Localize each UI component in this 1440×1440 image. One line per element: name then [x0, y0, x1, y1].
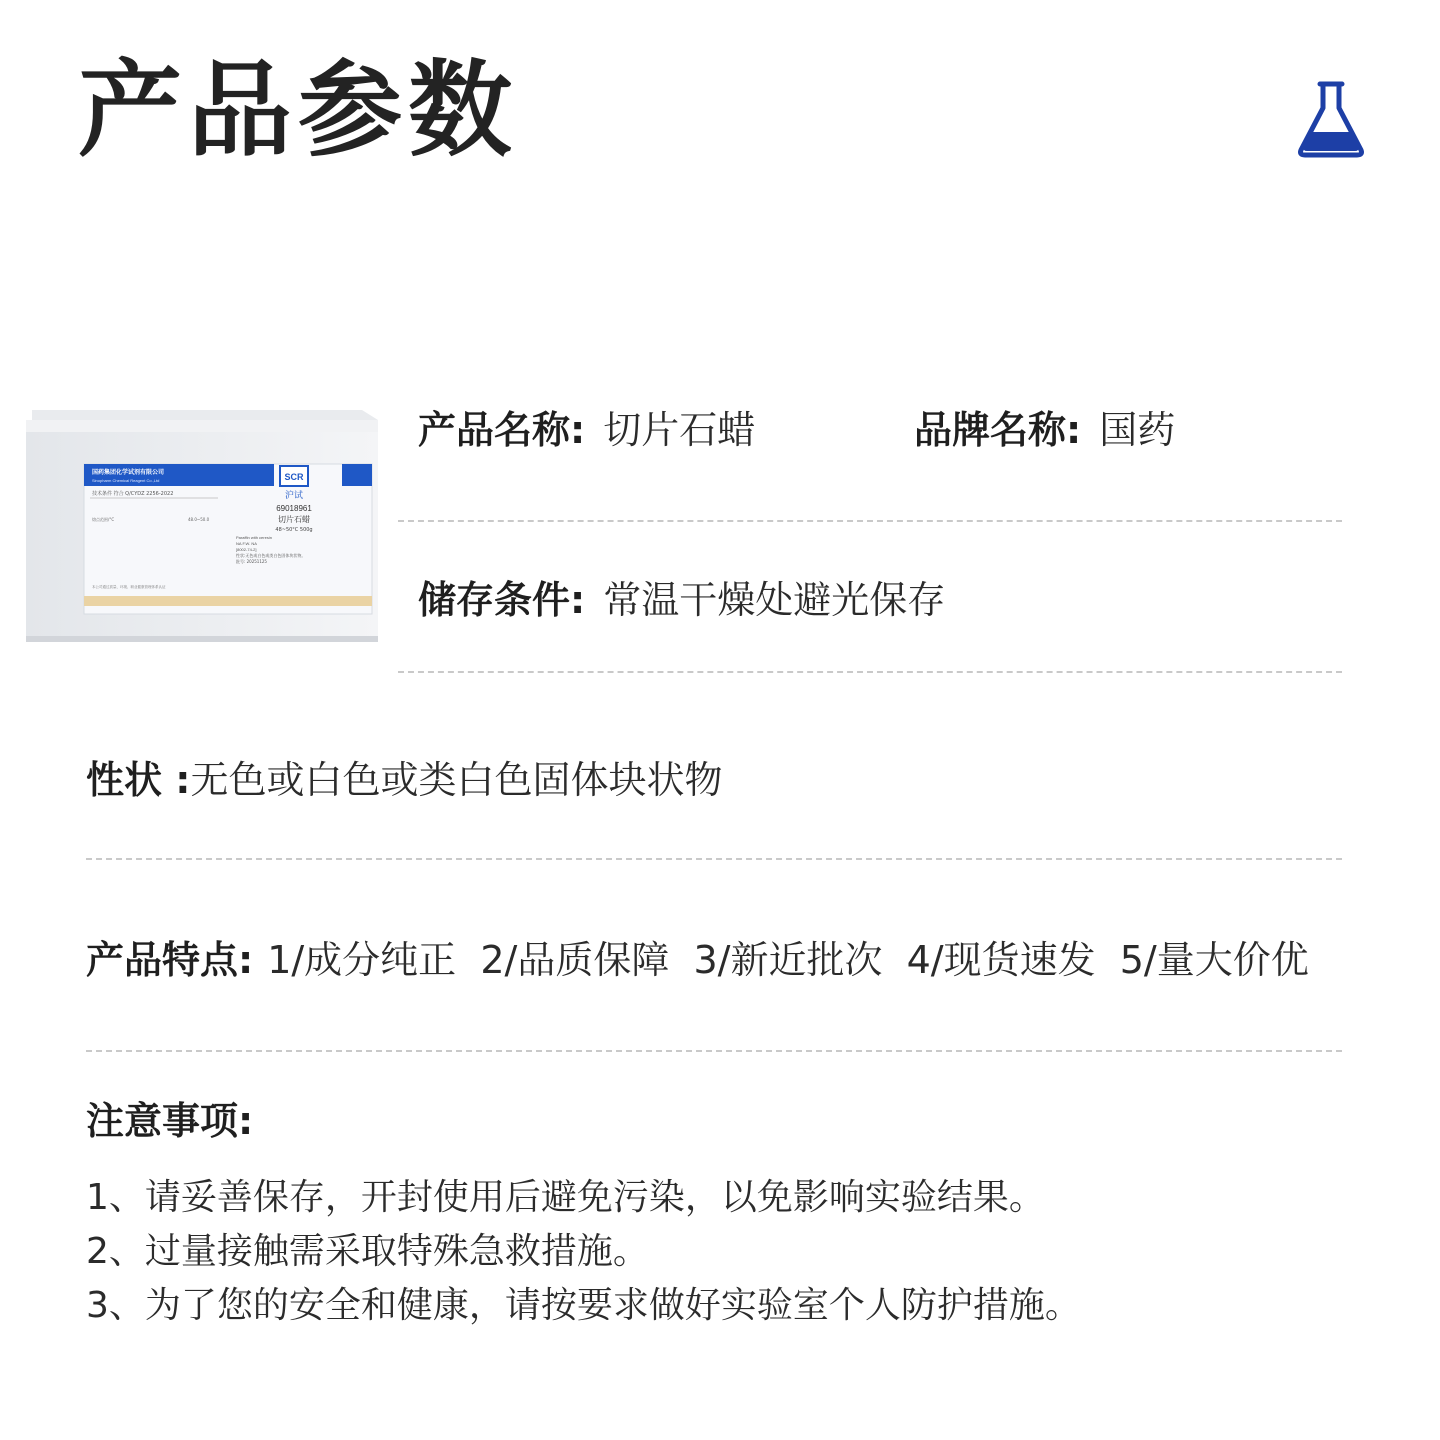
box-code: 69018961: [276, 504, 312, 513]
box-spec: 48~50°C 500g: [275, 527, 313, 533]
product-name-label: 产品名称:: [418, 408, 586, 452]
box-logo: SCR: [284, 472, 304, 482]
box-product-name: 切片石蜡: [278, 515, 310, 524]
box-desc: 性状:无色或白色或类白色固体块状物。: [236, 553, 306, 558]
box-company-en: Sinopharm Chemical Reagent Co.,Ltd: [92, 478, 160, 483]
box-batch: 批号: 20251125: [236, 559, 267, 564]
box-na: NA F.W. NA: [236, 541, 257, 546]
notes-heading: 注意事项:: [86, 1099, 254, 1143]
brand-row: [914, 408, 1175, 454]
storage-row: [418, 578, 945, 624]
product-name-value: 切片石蜡: [603, 408, 756, 452]
features-value: 1/成分纯正 2/品质保障 3/新近批次 4/现货速发 5/量大价优: [267, 938, 1309, 982]
note-item: 1、请妥善保存，开封使用后避免污染，以免影响实验结果。: [86, 1177, 1045, 1218]
divider: [398, 520, 1342, 522]
box-footer: 本公司通过质量、环境、职业健康管理体系认证: [92, 585, 166, 589]
appearance-value: 无色或白色或类白色固体块状物: [190, 758, 723, 802]
box-brand: 沪试: [284, 491, 304, 501]
box-en-name: Paraffin with ceresin: [236, 535, 272, 540]
features-row: [86, 938, 1309, 984]
box-range-label: 熔点范围/°C: [92, 517, 115, 522]
notes-section: [86, 1090, 1081, 1333]
flask-icon: [1296, 80, 1366, 158]
page-title: 产品参数: [78, 49, 519, 171]
box-cas: [8002-74-2]: [236, 547, 257, 552]
storage-value: 常温干燥处避光保存: [603, 578, 946, 622]
appearance-label: 性状 :: [86, 758, 191, 802]
divider: [86, 858, 1342, 860]
features-label: 产品特点:: [86, 938, 254, 982]
divider: [86, 1050, 1342, 1052]
box-standard: 技术条件 符合 Q/CYDZ 2256-2022: [92, 491, 174, 497]
brand-label: 品牌名称:: [914, 408, 1082, 452]
box-range-value: 48.0~50.0: [188, 517, 210, 522]
note-item: 3、为了您的安全和健康，请按要求做好实验室个人防护措施。: [86, 1285, 1081, 1326]
box-company: 国药集团化学试剂有限公司: [92, 469, 165, 476]
storage-label: 储存条件:: [418, 578, 586, 622]
product-box-image: [22, 406, 382, 644]
note-item: 2、过量接触需采取特殊急救措施。: [86, 1231, 649, 1272]
divider: [398, 671, 1342, 673]
product-name-row: [418, 408, 755, 454]
brand-value: 国药: [1099, 408, 1176, 452]
appearance-row: [86, 758, 722, 804]
